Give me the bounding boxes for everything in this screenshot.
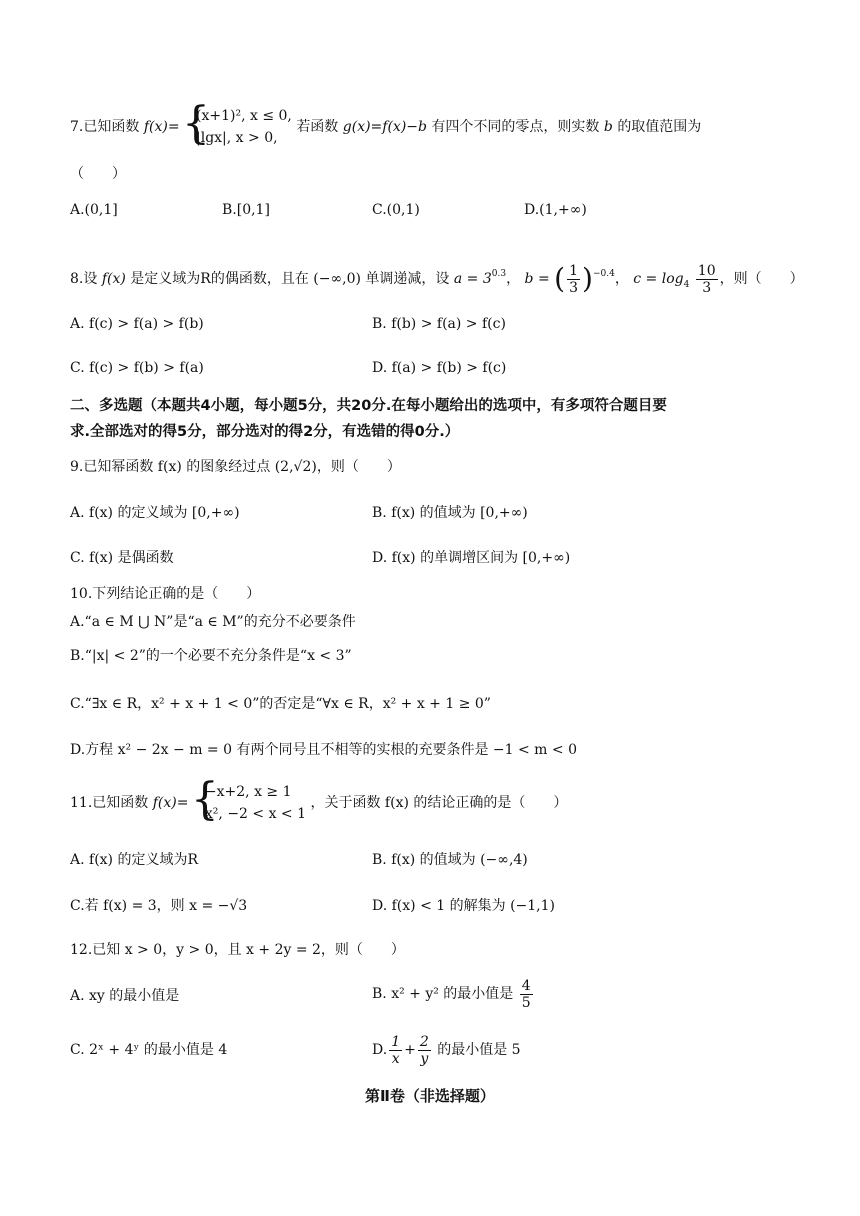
q7-option-d[interactable]: D.(1,+∞) <box>524 202 587 218</box>
q8-option-d[interactable]: D. f(a) > f(b) > f(c) <box>372 360 507 376</box>
q11-option-b[interactable]: B. f(x) 的值域为 (−∞,4) <box>372 852 528 868</box>
q8-b-frac: $\frac{1}{3}$ <box>569 262 579 296</box>
q12-option-b[interactable] <box>372 974 535 1014</box>
q11-func: f(x)= <box>152 795 189 811</box>
part2-title: 第Ⅱ卷（非选择题） <box>365 1087 495 1105</box>
q7-piecewise <box>184 105 292 149</box>
q9-option-c[interactable]: C. f(x) 是偶函数 <box>70 550 174 566</box>
section2-line1: 二、多选题（本题共4小题，每小题5分，共20分.在每小题给出的选项中，有多项符合题目要 <box>70 398 667 414</box>
q12-optd-plus: + <box>404 1042 416 1058</box>
q7-var: b <box>603 119 613 135</box>
q11-option-d[interactable]: D. f(x) < 1 的解集为 (−1,1) <box>372 898 555 914</box>
q12-optd-text: 的最小值是 5 <box>437 1042 521 1058</box>
q11-case2: x², −2 < x < 1 <box>204 806 307 822</box>
q7-stem <box>70 104 701 150</box>
q7-middle: 若函数 <box>296 119 339 135</box>
q7-case1: { (x+1)², x ≤ 0, <box>196 108 292 124</box>
q8-option-b[interactable]: B. f(b) > f(a) > f(c) <box>372 316 506 332</box>
q7-option-b[interactable]: B.[0,1] <box>222 202 270 218</box>
q12-optd-frac1: $\frac{1}{x}$ <box>391 1033 401 1067</box>
q11-case1: { −x+2, x ≥ 1 <box>204 784 292 800</box>
q12-option-d[interactable] <box>372 1030 521 1070</box>
q8-tail: ，则（ ） <box>719 271 804 287</box>
q8-a: a = 3 <box>453 271 492 287</box>
q9-stem: 9.已知幂函数 f(x) 的图象经过点 (2,√2)，则（ ） <box>70 459 401 475</box>
q11-prefix: 11.已知函数 <box>70 795 149 811</box>
q8-b-exp: −0.4 <box>592 269 615 279</box>
q10-option-c[interactable]: C.“∃x ∈ R，x² + x + 1 < 0”的否定是“∀x ∈ R，x² + x + 1 ≥ 0” <box>70 696 491 712</box>
q7-suffix: 有四个不同的零点，则实数 <box>431 119 600 135</box>
q8-f: f(x) <box>101 271 126 287</box>
q12-stem: 12.已知 x > 0，y > 0，且 x + 2y = 2，则（ ） <box>70 942 405 958</box>
q10-option-a[interactable]: A.“a ∈ M ⋃ N”是“a ∈ M”的充分不必要条件 <box>70 614 356 630</box>
q7-gfunc: g(x)=f(x)−b <box>342 119 427 135</box>
q8-text2: 是定义域为R的偶函数，且在 <box>130 271 309 287</box>
q11-suffix: ，关于函数 f(x) 的结论正确的是（ ） <box>310 795 568 811</box>
q7-option-a[interactable]: A.(0,1] <box>70 202 118 218</box>
q12-option-c[interactable]: C. 2ˣ + 4ʸ 的最小值是 4 <box>70 1042 228 1058</box>
q12-optb-text: B. x² + y² 的最小值是 <box>372 986 514 1002</box>
q12-option-a[interactable]: A. xy 的最小值是 <box>70 988 180 1004</box>
q10-option-b[interactable]: B.“|x| < 2”的一个必要不充分条件是“x < 3” <box>70 648 352 664</box>
q8-interval: (−∞,0) <box>313 271 361 287</box>
q8-b: b = <box>524 271 550 287</box>
q7-func: f(x)= <box>143 119 180 135</box>
q7-prefix: 7.已知函数 <box>70 119 140 135</box>
q8-c-base: 4 <box>683 280 690 290</box>
q11-option-a[interactable]: A. f(x) 的定义域为R <box>70 852 199 868</box>
q12-optd-label: D. <box>372 1042 388 1058</box>
q12-optb-frac: $\frac{4}{5}$ <box>521 977 531 1011</box>
q8-text3: 单调递减，设 <box>365 271 450 287</box>
q8-stem: 8.设 f(x) 是定义域为R的偶函数，且在 (−∞,0) 单调递减，设 $a = 3^{0.3}$， b = ( $\frac{1}{3}$ )$^{-0.4}$， $c = \log_4$ $\frac{10}{3}$ ，则（ ） <box>70 262 804 296</box>
q8-c-frac: $\frac{10}{3}$ <box>697 262 716 296</box>
q8-option-c[interactable]: C. f(c) > f(b) > f(a) <box>70 360 204 376</box>
q11-option-c[interactable]: C.若 f(x) = 3，则 x = −√3 <box>70 898 248 914</box>
q11-stem <box>70 780 567 826</box>
q10-stem: 10.下列结论正确的是（ ） <box>70 586 261 602</box>
q7-suffix2: 的取值范围为 <box>617 119 702 135</box>
q10-option-d[interactable]: D.方程 x² − 2x − m = 0 有两个同号且不相等的实根的充要条件是 −1 < m < 0 <box>70 742 577 758</box>
q11-piecewise <box>193 781 306 825</box>
q8-c: c = log <box>633 271 684 287</box>
q9-option-b[interactable]: B. f(x) 的值域为 [0,+∞) <box>372 505 528 521</box>
q7-paren: （ ） <box>70 166 126 182</box>
q9-option-d[interactable]: D. f(x) 的单调增区间为 [0,+∞) <box>372 550 571 566</box>
q12-optd-frac2: $\frac{2}{y}$ <box>419 1033 429 1067</box>
q7-option-c[interactable]: C.(0,1) <box>372 202 420 218</box>
q9-option-a[interactable]: A. f(x) 的定义域为 [0,+∞) <box>70 505 240 521</box>
q8-a-exp: 0.3 <box>491 269 507 279</box>
q8-option-a[interactable]: A. f(c) > f(a) > f(b) <box>70 316 204 332</box>
section2-line2: 求.全部选对的得5分，部分选对的得2分，有选错的得0分.） <box>70 424 460 440</box>
q7-case2: |lgx|, x > 0, <box>196 130 278 146</box>
q8-text1: 8.设 <box>70 271 98 287</box>
